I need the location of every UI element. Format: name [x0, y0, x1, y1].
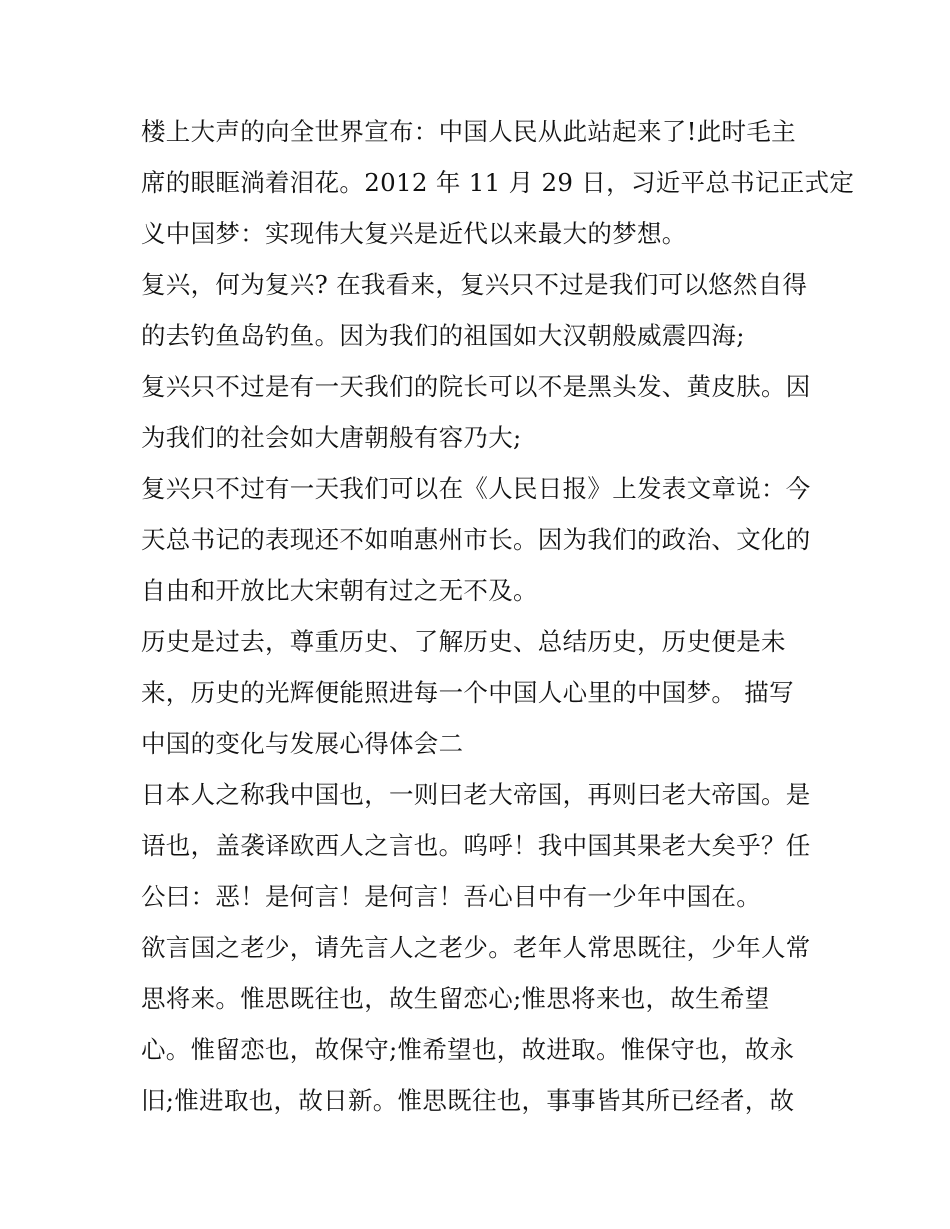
text-line: 为我们的社会如大唐朝般有容乃大; [141, 423, 522, 452]
text-line: 义中国梦：实现伟大复兴是近代以来最大的梦想。 [141, 219, 687, 248]
text-line: 公曰：恶！是何言！是何言！吾心目中有一少年中国在。 [141, 882, 761, 911]
text-line: 席的眼眶淌着泪花。2012 年 11 月 29 日，习近平总书记正式定 [141, 168, 855, 197]
text-line: 天总书记的表现还不如咱惠州市长。因为我们的政治、文化的 [141, 525, 811, 554]
text-line: 复兴只不过是有一天我们的院长可以不是黑头发、黄皮肤。因 [141, 372, 811, 401]
text-line: 复兴只不过有一天我们可以在《人民日报》上发表文章说：今 [141, 474, 811, 503]
text-line: 心。惟留恋也，故保守;惟希望也，故进取。惟保守也，故永 [141, 1035, 795, 1064]
text-line: 日本人之称我中国也，一则曰老大帝国，再则曰老大帝国。是 [141, 780, 811, 809]
text-line: 思将来。惟思既往也，故生留恋心;惟思将来也，故生希望 [141, 984, 770, 1013]
text-line: 语也，盖袭译欧西人之言也。呜呼！我中国其果老大矣乎？任 [141, 831, 811, 860]
text-line: 的去钓鱼岛钓鱼。因为我们的祖国如大汉朝般威震四海; [141, 321, 745, 350]
body-text [141, 106, 855, 1126]
text-line: 楼上大声的向全世界宣布：中国人民从此站起来了!此时毛主 [141, 117, 796, 146]
text-line: 来，历史的光辉便能照进每一个中国人心里的中国梦。 描写 [141, 678, 794, 707]
text-line: 欲言国之老少，请先言人之老少。老年人常思既往，少年人常 [141, 933, 811, 962]
text-line: 自由和开放比大宋朝有过之无不及。 [141, 576, 538, 605]
section-heading: 中国的变化与发展心得体会二 [141, 729, 464, 758]
text-line: 旧;惟进取也，故日新。惟思既往也，事事皆其所已经者，故 [141, 1086, 795, 1115]
text-line: 历史是过去，尊重历史、了解历史、总结历史，历史便是未 [141, 627, 786, 656]
text-line: 复兴，何为复兴? 在我看来，复兴只不过是我们可以悠然自得 [141, 270, 808, 299]
